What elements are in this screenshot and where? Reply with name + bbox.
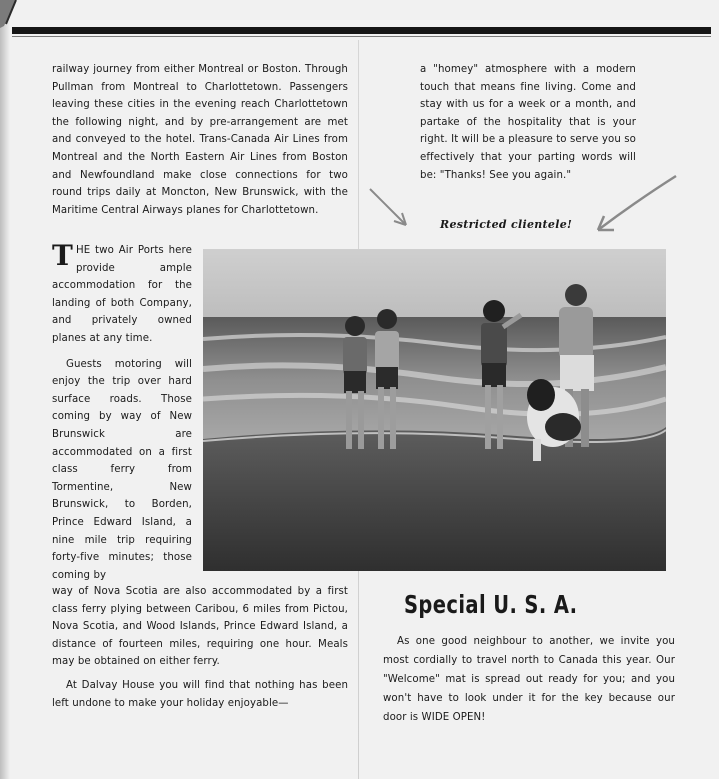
column-left-top: [52, 61, 348, 219]
rail-air-paragraph: railway journey from either Montreal or Boston. Through Pullman from Montreal to Charlottetown. Passengers leaving these cities in the evening reach Charlottetown the following night, and by pre-arrangement are met and conveyed to the hotel. Trans-Canada Air Lines from Montreal and the North Eastern Air Lines from Boston and Newfoundland make close connections for two round trips daily at Moncton, New Brunswick, with the Maritime Central Airways planes for Charlottetown.: [52, 64, 348, 216]
special-usa-headline: Special U. S. A.: [404, 590, 578, 619]
column-left-narrow: [52, 239, 192, 584]
nova-scotia-ferry-paragraph: way of Nova Scotia are also accommodated by a first class ferry plying between Caribou, 6 miles from Pictou, Nova Scotia, and Wood Islands, Prince Edward Island, a distance of fourteen miles, requiring one hour. Meals may be obtained on either ferry.: [52, 586, 348, 668]
beach-photograph: [203, 249, 666, 571]
column-left-bottom: [52, 583, 348, 712]
folded-corner-mark: [0, 0, 22, 30]
left-arrow-icon: [366, 185, 416, 233]
page-edge-shadow: [0, 0, 10, 779]
motoring-paragraph: Guests motoring will enjoy the trip over hard surface roads. Those coming by way of New Brunswick are accommodated on a first class ferry from Tormentine, New Brunswick, to Borden, Prince Edward Island, a nine mile trip requiring forty-five minutes; those coming by: [52, 358, 192, 581]
beach-photo-image: [203, 249, 666, 571]
restricted-clientele-caption: Restricted clientele!: [440, 218, 573, 231]
dalvay-house-paragraph: At Dalvay House you will find that nothing has been left undone to make your holiday enjoyable—: [52, 679, 348, 709]
air-ports-paragraph: [52, 239, 192, 348]
special-usa-paragraph: As one good neighbour to another, we invite you most cordially to travel north to Canada this year. Our "Welcome" mat is spread out ready for you; and you won't have to look under it for the key because our door is WIDE OPEN!: [383, 636, 675, 723]
air-ports-text: HE two Air Ports here provide ample accommodation for the landing of both Company, and privately owned planes at any time.: [52, 245, 192, 344]
column-right-top: [420, 61, 636, 184]
top-heavy-rule: [12, 27, 711, 34]
homey-atmosphere-paragraph: a "homey" atmosphere with a modern touch that means fine living. Come and stay with us for a week or a month, and partake of the hospitality that is your right. It will be a pleasure to serve you so effectively that your parting words will be: "Thanks! See you again.": [420, 64, 636, 181]
top-thin-rule: [12, 36, 711, 37]
right-arrow-icon: [588, 172, 680, 236]
column-right-bottom: [383, 632, 675, 727]
dropcap-letter: T: [52, 239, 73, 272]
